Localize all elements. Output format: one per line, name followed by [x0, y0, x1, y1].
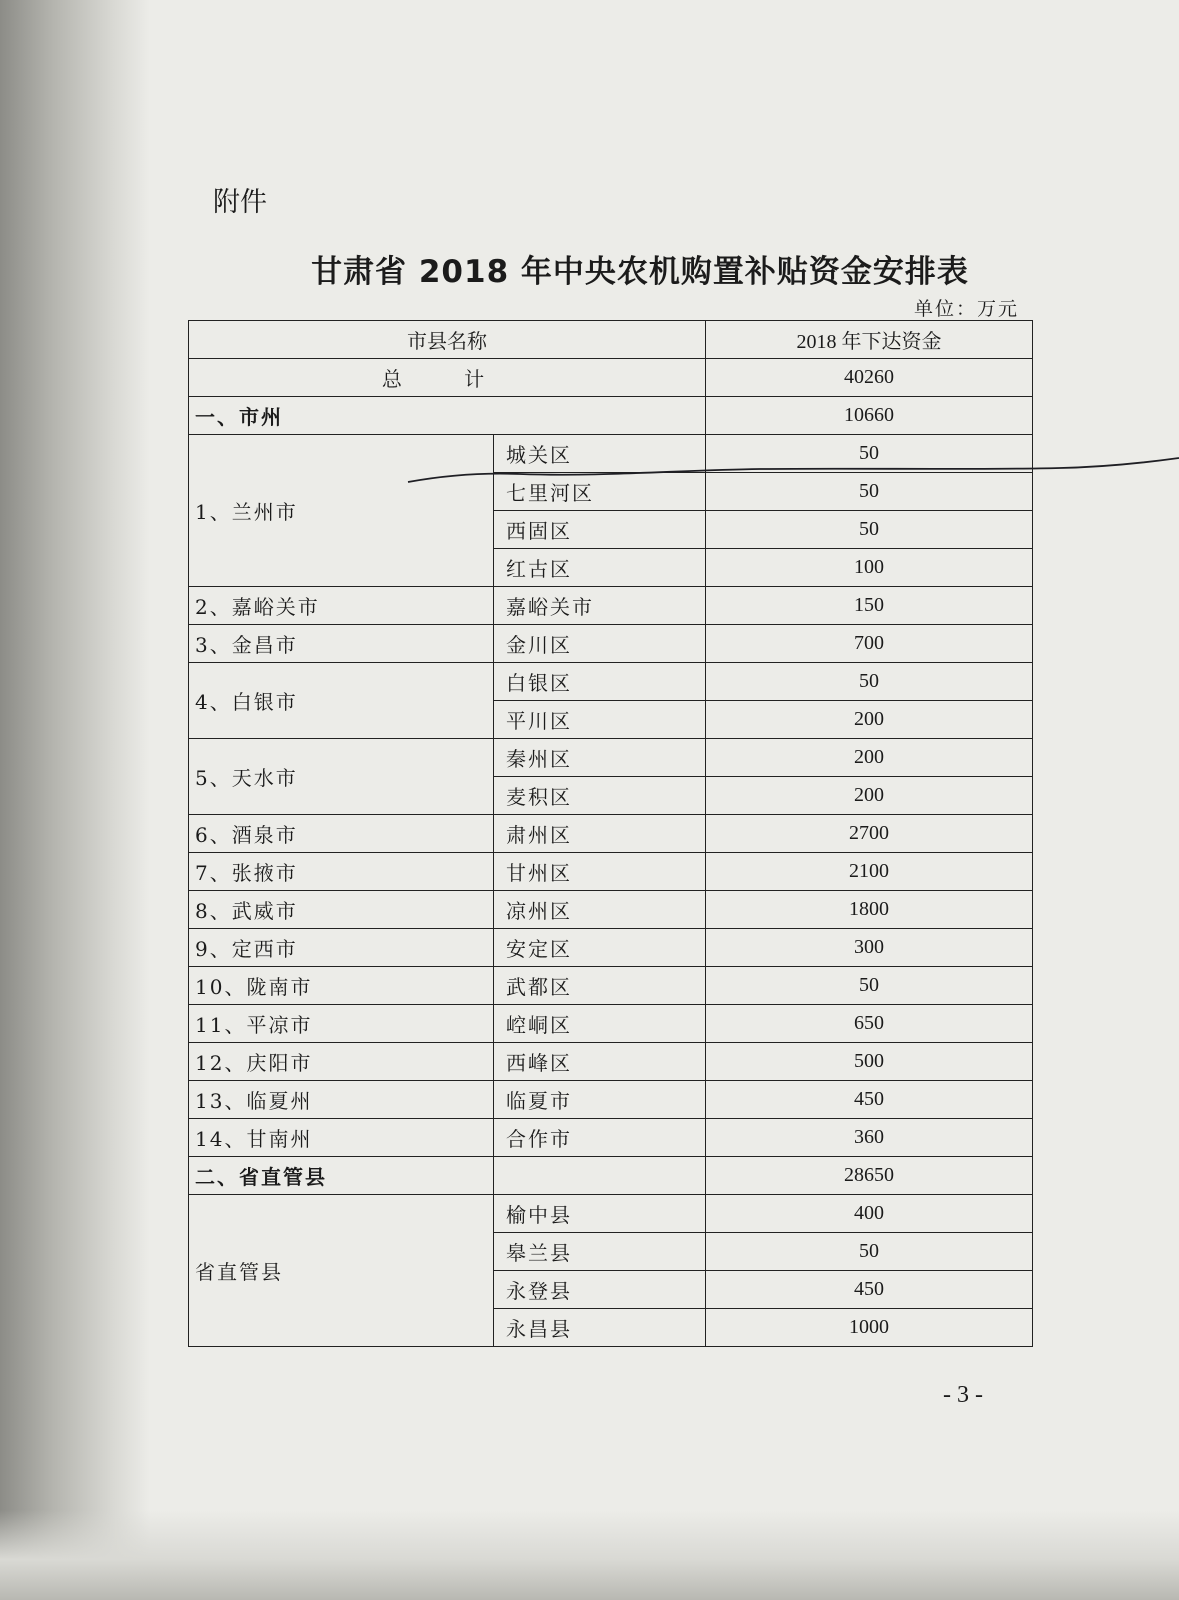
district-row [189, 1043, 1033, 1081]
district-row [189, 1005, 1033, 1043]
section-direct-value: 28650 [706, 1157, 1033, 1195]
district-row [189, 435, 1033, 473]
district-row [189, 663, 1033, 701]
city-name-cell: 1、兰州市 [189, 435, 494, 587]
district-funds-cell: 100 [706, 549, 1033, 587]
page-number: - 3 - [943, 1382, 983, 1408]
district-funds-cell: 50 [706, 473, 1033, 511]
district-row [189, 1081, 1033, 1119]
district-name-cell: 永昌县 [494, 1309, 706, 1347]
district-funds-cell: 450 [706, 1271, 1033, 1309]
allocation-table [188, 320, 1033, 1347]
district-funds-cell: 1800 [706, 891, 1033, 929]
district-name-cell: 七里河区 [494, 473, 706, 511]
section-direct-blank [494, 1157, 706, 1195]
district-funds-cell: 50 [706, 663, 1033, 701]
district-funds-cell: 50 [706, 435, 1033, 473]
district-row [189, 625, 1033, 663]
district-funds-cell: 50 [706, 1233, 1033, 1271]
city-name-cell: 14、甘南州 [189, 1119, 494, 1157]
city-name-cell: 7、张掖市 [189, 853, 494, 891]
district-row [189, 853, 1033, 891]
district-funds-cell: 2100 [706, 853, 1033, 891]
city-name-cell: 3、金昌市 [189, 625, 494, 663]
city-name-cell: 10、陇南市 [189, 967, 494, 1005]
district-name-cell: 永登县 [494, 1271, 706, 1309]
district-name-cell: 临夏市 [494, 1081, 706, 1119]
district-funds-cell: 300 [706, 929, 1033, 967]
total-label: 总 计 [189, 359, 706, 397]
section-cities-row [189, 397, 1033, 435]
district-name-cell: 皋兰县 [494, 1233, 706, 1271]
district-name-cell: 西峰区 [494, 1043, 706, 1081]
section-direct-row [189, 1157, 1033, 1195]
district-row [189, 967, 1033, 1005]
page-bottom-shadow [0, 1510, 1179, 1600]
district-name-cell: 金川区 [494, 625, 706, 663]
total-value: 40260 [706, 359, 1033, 397]
page-edge-shadow [0, 0, 150, 1600]
district-row [189, 1119, 1033, 1157]
district-name-cell: 平川区 [494, 701, 706, 739]
district-name-cell: 凉州区 [494, 891, 706, 929]
district-funds-cell: 360 [706, 1119, 1033, 1157]
district-funds-cell: 500 [706, 1043, 1033, 1081]
unit-label: 单位：万元 [913, 298, 1019, 320]
document-title: 甘肃省 2018 年中央农机购置补贴资金安排表 [311, 254, 969, 290]
district-row [189, 891, 1033, 929]
city-name-cell: 4、白银市 [189, 663, 494, 739]
district-name-cell: 麦积区 [494, 777, 706, 815]
district-name-cell: 白银区 [494, 663, 706, 701]
district-row [189, 587, 1033, 625]
header-name-cell: 市县名称 [189, 321, 706, 359]
city-name-cell: 8、武威市 [189, 891, 494, 929]
attachment-label: 附件 [213, 187, 267, 218]
header-row [189, 321, 1033, 359]
district-name-cell: 安定区 [494, 929, 706, 967]
district-funds-cell: 450 [706, 1081, 1033, 1119]
district-name-cell: 崆峒区 [494, 1005, 706, 1043]
district-name-cell: 红古区 [494, 549, 706, 587]
city-name-cell: 5、天水市 [189, 739, 494, 815]
district-funds-cell: 50 [706, 967, 1033, 1005]
section-direct-label: 二、省直管县 [189, 1157, 494, 1195]
total-row [189, 359, 1033, 397]
city-name-cell: 省直管县 [189, 1195, 494, 1347]
district-funds-cell: 1000 [706, 1309, 1033, 1347]
district-row [189, 929, 1033, 967]
district-name-cell: 武都区 [494, 967, 706, 1005]
city-name-cell: 13、临夏州 [189, 1081, 494, 1119]
district-row [189, 815, 1033, 853]
district-name-cell: 嘉峪关市 [494, 587, 706, 625]
district-name-cell: 甘州区 [494, 853, 706, 891]
district-funds-cell: 200 [706, 739, 1033, 777]
district-funds-cell: 200 [706, 701, 1033, 739]
section-cities-value: 10660 [706, 397, 1033, 435]
district-name-cell: 肃州区 [494, 815, 706, 853]
district-funds-cell: 150 [706, 587, 1033, 625]
district-funds-cell: 2700 [706, 815, 1033, 853]
city-name-cell: 6、酒泉市 [189, 815, 494, 853]
header-funds-cell: 2018 年下达资金 [706, 321, 1033, 359]
district-funds-cell: 650 [706, 1005, 1033, 1043]
city-name-cell: 9、定西市 [189, 929, 494, 967]
city-name-cell: 2、嘉峪关市 [189, 587, 494, 625]
section-cities-label: 一、市州 [189, 397, 706, 435]
city-name-cell: 11、平凉市 [189, 1005, 494, 1043]
district-row [189, 739, 1033, 777]
city-name-cell: 12、庆阳市 [189, 1043, 494, 1081]
district-name-cell: 西固区 [494, 511, 706, 549]
district-funds-cell: 50 [706, 511, 1033, 549]
district-row [189, 1195, 1033, 1233]
district-name-cell: 合作市 [494, 1119, 706, 1157]
district-name-cell: 城关区 [494, 435, 706, 473]
district-funds-cell: 200 [706, 777, 1033, 815]
district-name-cell: 榆中县 [494, 1195, 706, 1233]
district-funds-cell: 400 [706, 1195, 1033, 1233]
district-name-cell: 秦州区 [494, 739, 706, 777]
district-funds-cell: 700 [706, 625, 1033, 663]
